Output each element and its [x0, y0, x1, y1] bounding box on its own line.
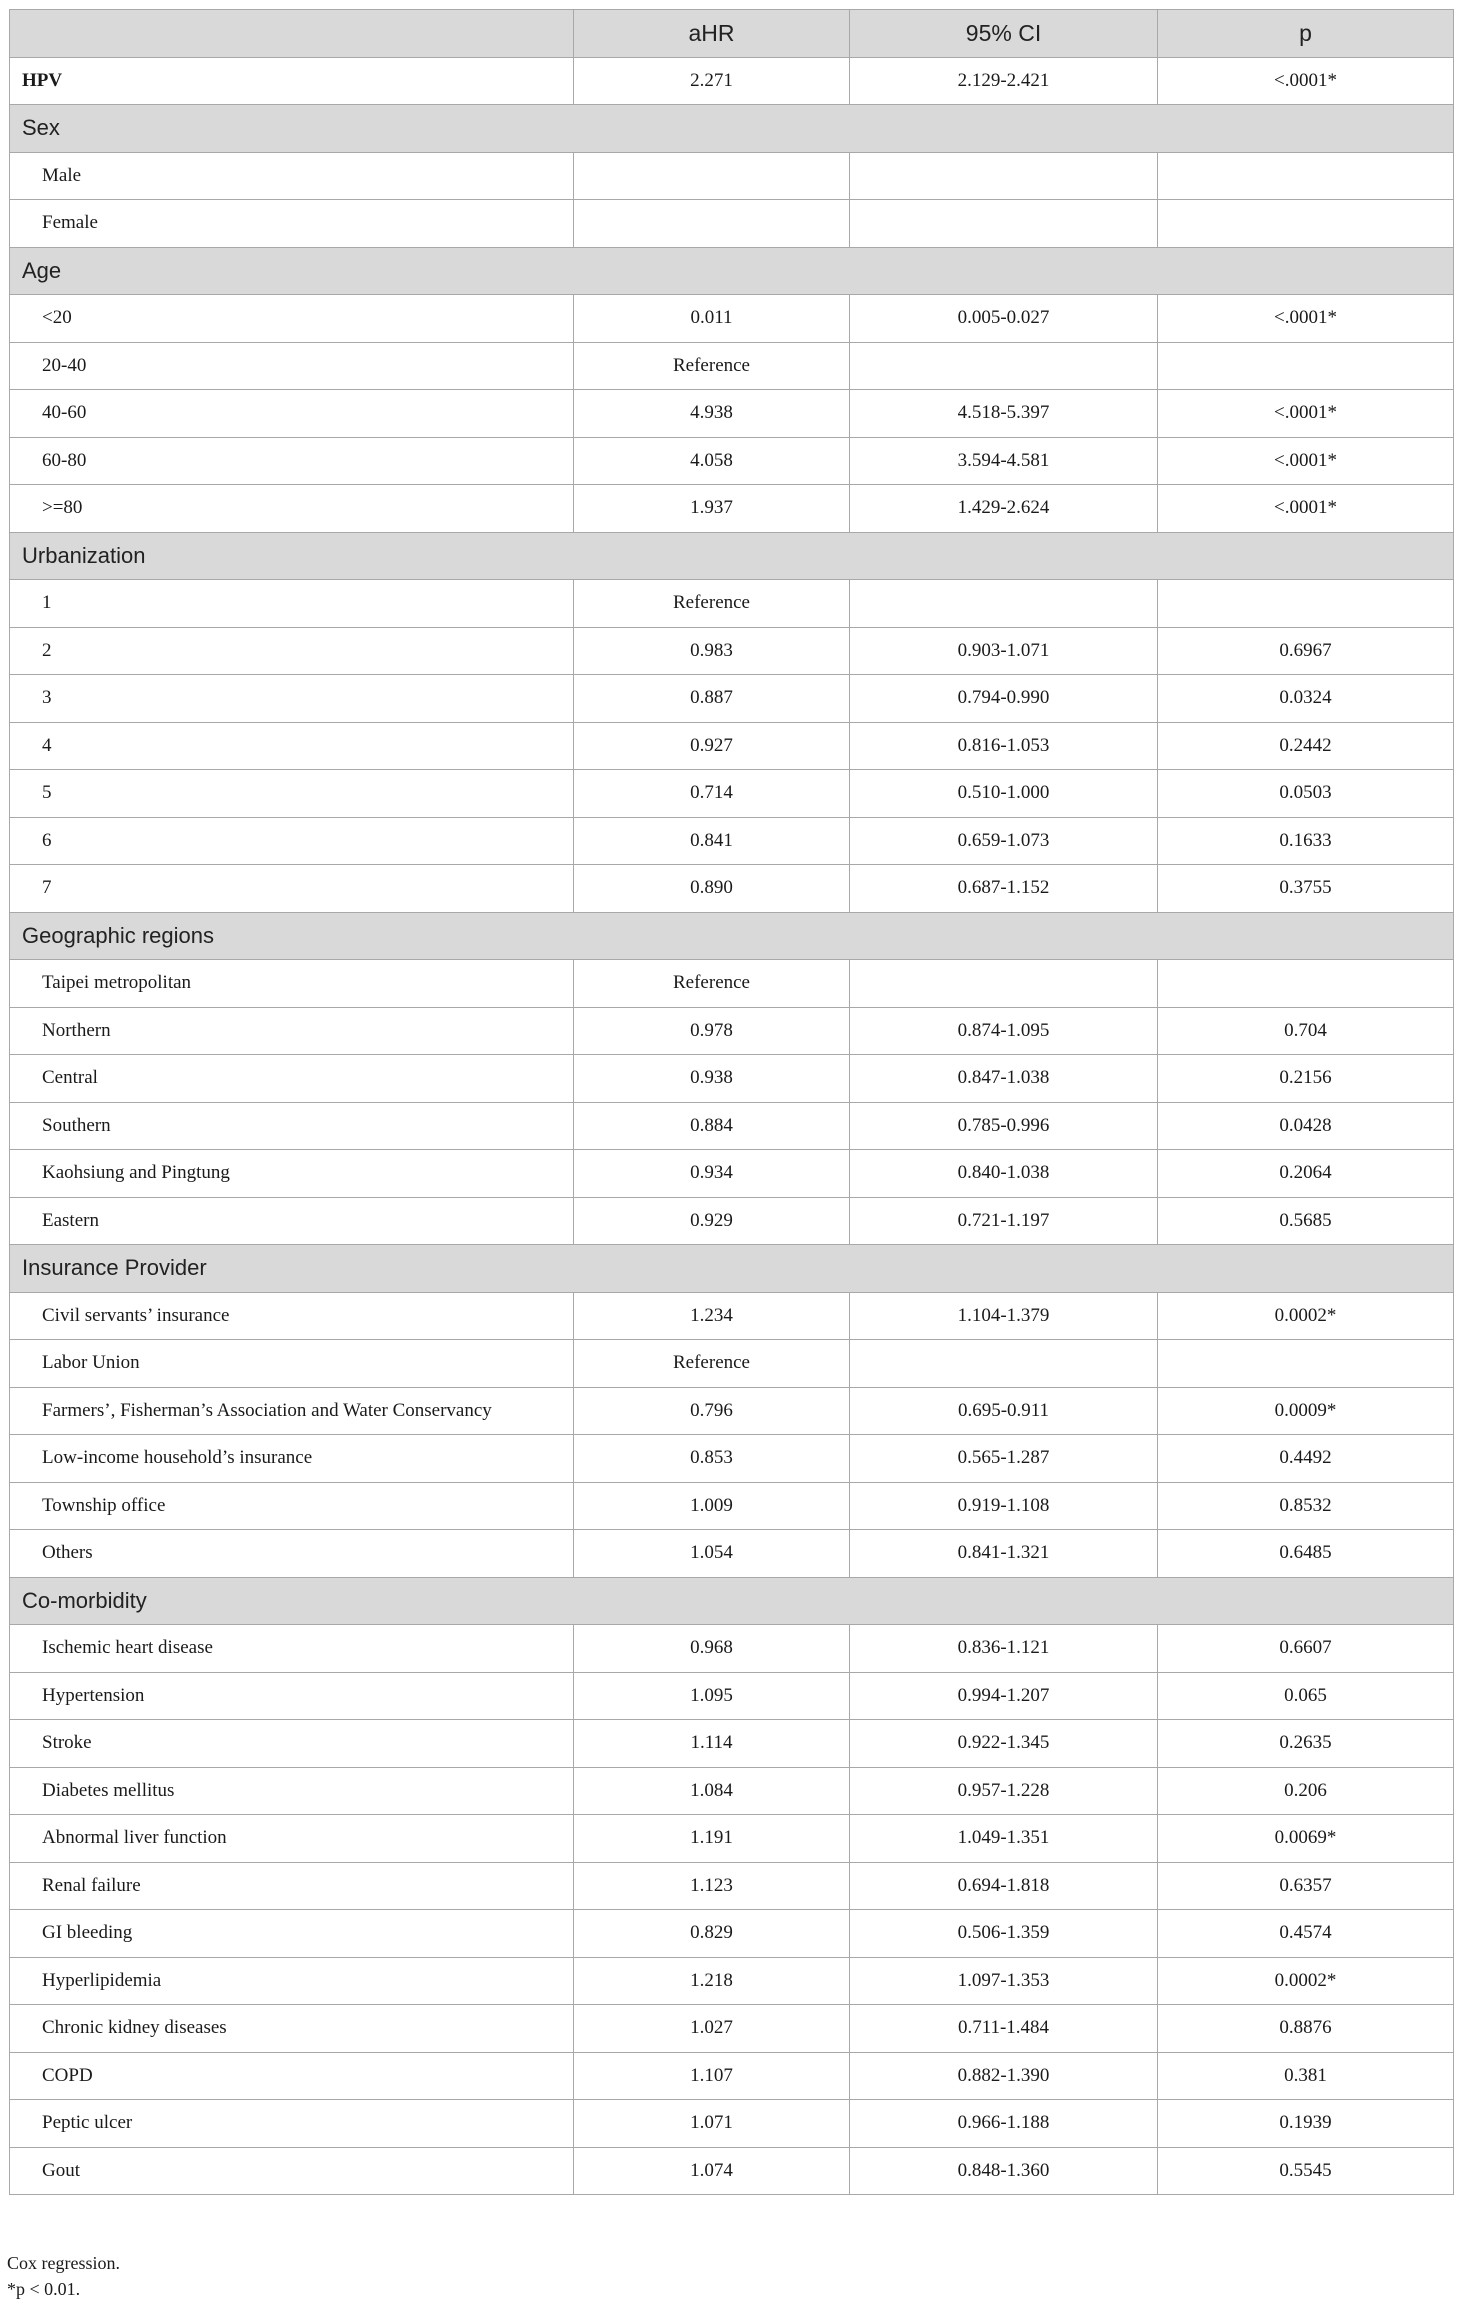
table-row [10, 2100, 1454, 2148]
variable-cell: Labor Union [10, 1340, 574, 1388]
ahr-cell: 1.071 [574, 2100, 850, 2148]
table-row [10, 390, 1454, 438]
variable-cell: Kaohsiung and Pingtung [10, 1150, 574, 1198]
ci-cell: 4.518-5.397 [850, 390, 1158, 438]
footnote-method: Cox regression. [7, 2253, 120, 2273]
ahr-cell: Reference [574, 960, 850, 1008]
table-row [10, 865, 1454, 913]
p-value-cell: <.0001* [1158, 437, 1454, 485]
p-value-cell [1158, 1340, 1454, 1388]
section-row [10, 532, 1454, 580]
ci-cell: 3.594-4.581 [850, 437, 1158, 485]
section-label: Insurance Provider [10, 1245, 1454, 1293]
ahr-cell: 2.271 [574, 57, 850, 105]
variable-cell: Southern [10, 1102, 574, 1150]
ahr-cell: 0.011 [574, 295, 850, 343]
ci-cell: 0.510-1.000 [850, 770, 1158, 818]
p-value-cell: <.0001* [1158, 57, 1454, 105]
section-label: Sex [10, 105, 1454, 153]
table-row [10, 152, 1454, 200]
table-row [10, 2005, 1454, 2053]
ci-cell: 0.847-1.038 [850, 1055, 1158, 1103]
table-row [10, 580, 1454, 628]
table-row [10, 1720, 1454, 1768]
ahr-cell: 0.884 [574, 1102, 850, 1150]
variable-cell: Diabetes mellitus [10, 1767, 574, 1815]
ci-cell [850, 200, 1158, 248]
table-row [10, 57, 1454, 105]
p-value-cell [1158, 580, 1454, 628]
ci-cell: 0.848-1.360 [850, 2147, 1158, 2195]
variable-cell: 7 [10, 865, 574, 913]
p-value-cell: 0.8876 [1158, 2005, 1454, 2053]
ci-cell [850, 960, 1158, 1008]
p-value-cell [1158, 152, 1454, 200]
ahr-cell: Reference [574, 1340, 850, 1388]
ahr-cell: 0.887 [574, 675, 850, 723]
section-label: Age [10, 247, 1454, 295]
ci-cell: 0.836-1.121 [850, 1625, 1158, 1673]
p-value-cell: 0.4492 [1158, 1435, 1454, 1483]
ahr-cell: 4.058 [574, 437, 850, 485]
ahr-cell: 1.084 [574, 1767, 850, 1815]
header-p: p [1158, 10, 1454, 58]
table-row [10, 342, 1454, 390]
table-row [10, 1672, 1454, 1720]
variable-cell: Low-income household’s insurance [10, 1435, 574, 1483]
p-value-cell: 0.6607 [1158, 1625, 1454, 1673]
p-value-cell: 0.0324 [1158, 675, 1454, 723]
variable-cell: 3 [10, 675, 574, 723]
variable-cell: Renal failure [10, 1862, 574, 1910]
header-ahr: aHR [574, 10, 850, 58]
variable-cell: Chronic kidney diseases [10, 2005, 574, 2053]
ahr-cell: 0.853 [574, 1435, 850, 1483]
ahr-cell: 1.937 [574, 485, 850, 533]
ahr-cell: 0.938 [574, 1055, 850, 1103]
ahr-cell: 1.234 [574, 1292, 850, 1340]
p-value-cell: 0.2635 [1158, 1720, 1454, 1768]
variable-cell: Abnormal liver function [10, 1815, 574, 1863]
table-row [10, 817, 1454, 865]
ahr-cell: 0.978 [574, 1007, 850, 1055]
footnotes [7, 2250, 120, 2302]
ci-cell: 0.919-1.108 [850, 1482, 1158, 1530]
variable-cell: Others [10, 1530, 574, 1578]
ci-cell: 0.687-1.152 [850, 865, 1158, 913]
variable-cell: HPV [10, 57, 574, 105]
ci-cell: 0.785-0.996 [850, 1102, 1158, 1150]
ahr-cell: 0.934 [574, 1150, 850, 1198]
variable-cell: COPD [10, 2052, 574, 2100]
variable-cell: Female [10, 200, 574, 248]
variable-cell: GI bleeding [10, 1910, 574, 1958]
p-value-cell: 0.206 [1158, 1767, 1454, 1815]
ahr-cell: 4.938 [574, 390, 850, 438]
variable-cell: Peptic ulcer [10, 2100, 574, 2148]
table-row [10, 1530, 1454, 1578]
table-row [10, 960, 1454, 1008]
ahr-cell: 1.095 [574, 1672, 850, 1720]
p-value-cell: 0.0002* [1158, 1292, 1454, 1340]
variable-cell: Township office [10, 1482, 574, 1530]
ci-cell: 0.659-1.073 [850, 817, 1158, 865]
table-row [10, 1957, 1454, 2005]
ci-cell [850, 580, 1158, 628]
p-value-cell: 0.0069* [1158, 1815, 1454, 1863]
section-label: Geographic regions [10, 912, 1454, 960]
variable-cell: Northern [10, 1007, 574, 1055]
section-row [10, 247, 1454, 295]
table-row [10, 1055, 1454, 1103]
ci-cell: 0.721-1.197 [850, 1197, 1158, 1245]
header-row [10, 10, 1454, 58]
variable-cell: 40-60 [10, 390, 574, 438]
ahr-cell: Reference [574, 342, 850, 390]
p-value-cell: 0.3755 [1158, 865, 1454, 913]
header-ci: 95% CI [850, 10, 1158, 58]
p-value-cell: 0.4574 [1158, 1910, 1454, 1958]
ahr-cell: 0.968 [574, 1625, 850, 1673]
ahr-cell: 0.841 [574, 817, 850, 865]
footnote-significance: *p < 0.01. [7, 2279, 81, 2299]
section-row [10, 1245, 1454, 1293]
ci-cell: 0.694-1.818 [850, 1862, 1158, 1910]
table-row [10, 627, 1454, 675]
p-value-cell [1158, 200, 1454, 248]
table-row [10, 295, 1454, 343]
table-row [10, 722, 1454, 770]
ahr-cell: 1.074 [574, 2147, 850, 2195]
p-value-cell: 0.0002* [1158, 1957, 1454, 2005]
table-row [10, 1435, 1454, 1483]
ahr-cell: 1.114 [574, 1720, 850, 1768]
ci-cell: 1.429-2.624 [850, 485, 1158, 533]
variable-cell: Hyperlipidemia [10, 1957, 574, 2005]
ci-cell: 0.005-0.027 [850, 295, 1158, 343]
ci-cell: 0.903-1.071 [850, 627, 1158, 675]
ahr-cell: Reference [574, 580, 850, 628]
p-value-cell: 0.0503 [1158, 770, 1454, 818]
p-value-cell [1158, 960, 1454, 1008]
p-value-cell: 0.2442 [1158, 722, 1454, 770]
section-row [10, 912, 1454, 960]
ci-cell: 1.104-1.379 [850, 1292, 1158, 1340]
ahr-cell: 0.927 [574, 722, 850, 770]
variable-cell: Civil servants’ insurance [10, 1292, 574, 1340]
table-row [10, 1387, 1454, 1435]
ci-cell: 0.816-1.053 [850, 722, 1158, 770]
table-body [10, 57, 1454, 2195]
p-value-cell: 0.8532 [1158, 1482, 1454, 1530]
p-value-cell: 0.1939 [1158, 2100, 1454, 2148]
ci-cell: 0.957-1.228 [850, 1767, 1158, 1815]
ahr-cell: 1.054 [574, 1530, 850, 1578]
ahr-cell: 0.796 [574, 1387, 850, 1435]
ci-cell: 2.129-2.421 [850, 57, 1158, 105]
p-value-cell [1158, 342, 1454, 390]
ci-cell: 0.695-0.911 [850, 1387, 1158, 1435]
table-row [10, 1482, 1454, 1530]
ci-cell: 1.049-1.351 [850, 1815, 1158, 1863]
variable-cell: >=80 [10, 485, 574, 533]
variable-cell: 20-40 [10, 342, 574, 390]
ahr-cell: 0.983 [574, 627, 850, 675]
ci-cell: 0.966-1.188 [850, 2100, 1158, 2148]
ci-cell: 0.874-1.095 [850, 1007, 1158, 1055]
p-value-cell: 0.704 [1158, 1007, 1454, 1055]
table-row [10, 1862, 1454, 1910]
variable-cell: Male [10, 152, 574, 200]
p-value-cell: 0.2156 [1158, 1055, 1454, 1103]
results-table-container [9, 9, 1453, 2195]
variable-cell: 6 [10, 817, 574, 865]
variable-cell: Taipei metropolitan [10, 960, 574, 1008]
section-row [10, 1577, 1454, 1625]
table-row [10, 1197, 1454, 1245]
table-row [10, 1340, 1454, 1388]
variable-cell: Stroke [10, 1720, 574, 1768]
ci-cell: 0.922-1.345 [850, 1720, 1158, 1768]
ahr-cell: 0.929 [574, 1197, 850, 1245]
p-value-cell: 0.5545 [1158, 2147, 1454, 2195]
variable-cell: 1 [10, 580, 574, 628]
ahr-cell: 1.218 [574, 1957, 850, 2005]
p-value-cell: 0.5685 [1158, 1197, 1454, 1245]
variable-cell: 5 [10, 770, 574, 818]
table-row [10, 2052, 1454, 2100]
ci-cell: 0.794-0.990 [850, 675, 1158, 723]
section-label: Co-morbidity [10, 1577, 1454, 1625]
ahr-cell: 1.191 [574, 1815, 850, 1863]
variable-cell: 4 [10, 722, 574, 770]
table-row [10, 1150, 1454, 1198]
p-value-cell: 0.6485 [1158, 1530, 1454, 1578]
table-row [10, 770, 1454, 818]
table-row [10, 675, 1454, 723]
ci-cell: 0.882-1.390 [850, 2052, 1158, 2100]
p-value-cell: 0.0009* [1158, 1387, 1454, 1435]
p-value-cell: 0.1633 [1158, 817, 1454, 865]
p-value-cell: 0.6357 [1158, 1862, 1454, 1910]
variable-cell: Eastern [10, 1197, 574, 1245]
table-row [10, 437, 1454, 485]
ci-cell: 0.994-1.207 [850, 1672, 1158, 1720]
ahr-cell [574, 152, 850, 200]
section-label: Urbanization [10, 532, 1454, 580]
p-value-cell: <.0001* [1158, 485, 1454, 533]
p-value-cell: <.0001* [1158, 295, 1454, 343]
p-value-cell: 0.0428 [1158, 1102, 1454, 1150]
ci-cell: 0.841-1.321 [850, 1530, 1158, 1578]
table-row [10, 1910, 1454, 1958]
table-row [10, 1815, 1454, 1863]
table-row [10, 1625, 1454, 1673]
table-row [10, 1767, 1454, 1815]
table-row [10, 2147, 1454, 2195]
ci-cell [850, 1340, 1158, 1388]
ahr-cell: 0.714 [574, 770, 850, 818]
variable-cell: <20 [10, 295, 574, 343]
cox-regression-table [9, 9, 1454, 2195]
table-row [10, 200, 1454, 248]
ahr-cell: 1.107 [574, 2052, 850, 2100]
ahr-cell: 1.009 [574, 1482, 850, 1530]
table-row [10, 485, 1454, 533]
table-row [10, 1292, 1454, 1340]
header-variable [10, 10, 574, 58]
ci-cell: 0.565-1.287 [850, 1435, 1158, 1483]
ci-cell: 0.711-1.484 [850, 2005, 1158, 2053]
p-value-cell: 0.065 [1158, 1672, 1454, 1720]
ahr-cell: 1.027 [574, 2005, 850, 2053]
ahr-cell: 0.829 [574, 1910, 850, 1958]
ci-cell [850, 342, 1158, 390]
variable-cell: Farmers’, Fisherman’s Association and Water Conservancy [10, 1387, 574, 1435]
table-header [10, 10, 1454, 58]
table-row [10, 1007, 1454, 1055]
p-value-cell: <.0001* [1158, 390, 1454, 438]
section-row [10, 105, 1454, 153]
ahr-cell: 0.890 [574, 865, 850, 913]
variable-cell: Ischemic heart disease [10, 1625, 574, 1673]
ci-cell: 0.840-1.038 [850, 1150, 1158, 1198]
variable-cell: 2 [10, 627, 574, 675]
p-value-cell: 0.381 [1158, 2052, 1454, 2100]
ci-cell: 0.506-1.359 [850, 1910, 1158, 1958]
ci-cell [850, 152, 1158, 200]
variable-cell: Hypertension [10, 1672, 574, 1720]
ahr-cell: 1.123 [574, 1862, 850, 1910]
p-value-cell: 0.6967 [1158, 627, 1454, 675]
ci-cell: 1.097-1.353 [850, 1957, 1158, 2005]
variable-cell: Gout [10, 2147, 574, 2195]
variable-cell: 60-80 [10, 437, 574, 485]
table-row [10, 1102, 1454, 1150]
variable-cell: Central [10, 1055, 574, 1103]
p-value-cell: 0.2064 [1158, 1150, 1454, 1198]
ahr-cell [574, 200, 850, 248]
